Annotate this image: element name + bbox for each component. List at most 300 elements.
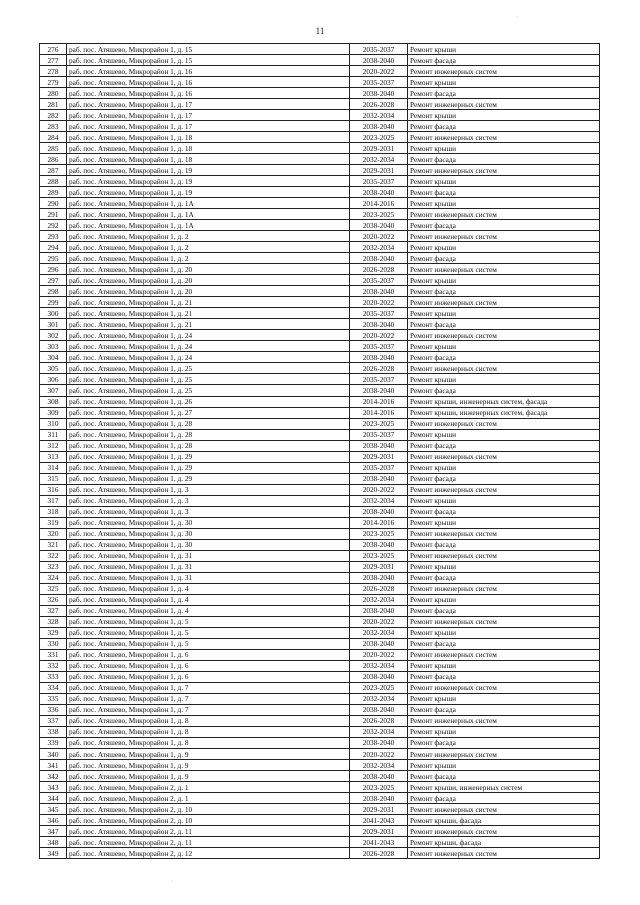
period-cell: 2020-2022 <box>350 66 408 77</box>
period-cell: 2023-2025 <box>350 682 408 693</box>
address-cell: раб. пос. Атяшево, Микрорайон 1, д. 26 <box>67 396 350 407</box>
scan-speck-bottom: · <box>171 879 173 885</box>
address-cell: раб. пос. Атяшево, Микрорайон 1, д. 21 <box>67 308 350 319</box>
address-cell: раб. пос. Атяшево, Микрорайон 1, д. 5 <box>67 627 350 638</box>
row-number: 290 <box>40 198 67 209</box>
address-cell: раб. пос. Атяшево, Микрорайон 1, д. 15 <box>67 44 350 55</box>
row-number: 277 <box>40 55 67 66</box>
address-cell: раб. пос. Атяшево, Микрорайон 1, д. 31 <box>67 561 350 572</box>
work-type-cell: Ремонт крыши, фасада <box>408 815 600 826</box>
work-type-cell: Ремонт инженерных систем <box>408 165 600 176</box>
address-cell: раб. пос. Атяшево, Микрорайон 2, д. 10 <box>67 815 350 826</box>
table-row <box>40 682 600 693</box>
table-row <box>40 275 600 286</box>
period-cell: 2023-2025 <box>350 528 408 539</box>
table-row <box>40 407 600 418</box>
table-row <box>40 760 600 771</box>
row-number: 341 <box>40 760 67 771</box>
address-cell: раб. пос. Атяшево, Микрорайон 1, д. 16 <box>67 77 350 88</box>
period-cell: 2035-2037 <box>350 429 408 440</box>
address-cell: раб. пос. Атяшево, Микрорайон 1, д. 18 <box>67 154 350 165</box>
period-cell: 2029-2031 <box>350 826 408 837</box>
period-cell: 2038-2040 <box>350 506 408 517</box>
scan-speck: · <box>516 14 518 20</box>
period-cell: 2035-2037 <box>350 176 408 187</box>
table-row <box>40 771 600 782</box>
address-cell: раб. пос. Атяшево, Микрорайон 1, д. 20 <box>67 286 350 297</box>
work-type-cell: Ремонт фасада <box>408 473 600 484</box>
work-type-cell: Ремонт крыши <box>408 429 600 440</box>
work-type-cell: Ремонт фасада <box>408 638 600 649</box>
table-row <box>40 561 600 572</box>
table-row <box>40 495 600 506</box>
work-type-cell: Ремонт инженерных систем <box>408 826 600 837</box>
table-row <box>40 110 600 121</box>
row-number: 318 <box>40 506 67 517</box>
period-cell: 2032-2034 <box>350 726 408 737</box>
work-type-cell: Ремонт инженерных систем <box>408 484 600 495</box>
period-cell: 2029-2031 <box>350 165 408 176</box>
row-number: 296 <box>40 264 67 275</box>
row-number: 342 <box>40 771 67 782</box>
work-type-cell: Ремонт фасада <box>408 605 600 616</box>
table-row <box>40 539 600 550</box>
address-cell: раб. пос. Атяшево, Микрорайон 1, д. 2 <box>67 253 350 264</box>
row-number: 298 <box>40 286 67 297</box>
table-row <box>40 671 600 682</box>
work-type-cell: Ремонт инженерных систем <box>408 616 600 627</box>
row-number: 276 <box>40 44 67 55</box>
address-cell: раб. пос. Атяшево, Микрорайон 1, д. 6 <box>67 649 350 660</box>
table-row <box>40 308 600 319</box>
address-cell: раб. пос. Атяшево, Микрорайон 1, д. 16 <box>67 66 350 77</box>
row-number: 349 <box>40 848 67 859</box>
period-cell: 2038-2040 <box>350 671 408 682</box>
table-row <box>40 286 600 297</box>
table-row <box>40 231 600 242</box>
row-number: 315 <box>40 473 67 484</box>
work-type-cell: Ремонт фасада <box>408 506 600 517</box>
period-cell: 2023-2025 <box>350 782 408 793</box>
row-number: 346 <box>40 815 67 826</box>
row-number: 327 <box>40 605 67 616</box>
row-number: 339 <box>40 737 67 748</box>
work-type-cell: Ремонт инженерных систем <box>408 132 600 143</box>
row-number: 302 <box>40 330 67 341</box>
table-row <box>40 660 600 671</box>
work-type-cell: Ремонт фасада <box>408 440 600 451</box>
period-cell: 2038-2040 <box>350 55 408 66</box>
row-number: 293 <box>40 231 67 242</box>
row-number: 337 <box>40 715 67 726</box>
work-type-cell: Ремонт крыши <box>408 143 600 154</box>
address-cell: раб. пос. Атяшево, Микрорайон 1, д. 19 <box>67 187 350 198</box>
address-cell: раб. пос. Атяшево, Микрорайон 1, д. 28 <box>67 418 350 429</box>
period-cell: 2035-2037 <box>350 341 408 352</box>
row-number: 308 <box>40 396 67 407</box>
work-type-cell: Ремонт инженерных систем <box>408 418 600 429</box>
work-type-cell: Ремонт инженерных систем <box>408 583 600 594</box>
table-row <box>40 440 600 451</box>
address-cell: раб. пос. Атяшево, Микрорайон 1, д. 24 <box>67 341 350 352</box>
address-cell: раб. пос. Атяшево, Микрорайон 1, д. 24 <box>67 330 350 341</box>
table-row <box>40 451 600 462</box>
table-row <box>40 726 600 737</box>
work-type-cell: Ремонт инженерных систем <box>408 209 600 220</box>
period-cell: 2038-2040 <box>350 572 408 583</box>
work-type-cell: Ремонт инженерных систем <box>408 848 600 859</box>
period-cell: 2038-2040 <box>350 539 408 550</box>
address-cell: раб. пос. Атяшево, Микрорайон 2, д. 10 <box>67 804 350 815</box>
row-number: 301 <box>40 319 67 330</box>
work-type-cell: Ремонт фасада <box>408 121 600 132</box>
table-row <box>40 374 600 385</box>
row-number: 307 <box>40 385 67 396</box>
table-row <box>40 506 600 517</box>
work-type-cell: Ремонт фасада <box>408 771 600 782</box>
table-row <box>40 572 600 583</box>
work-type-cell: Ремонт инженерных систем <box>408 363 600 374</box>
table-row <box>40 638 600 649</box>
table-row <box>40 143 600 154</box>
period-cell: 2014-2016 <box>350 198 408 209</box>
period-cell: 2035-2037 <box>350 308 408 319</box>
period-cell: 2020-2022 <box>350 330 408 341</box>
period-cell: 2038-2040 <box>350 220 408 231</box>
address-cell: раб. пос. Атяшево, Микрорайон 1, д. 28 <box>67 429 350 440</box>
table-row <box>40 793 600 804</box>
row-number: 285 <box>40 143 67 154</box>
row-number: 345 <box>40 804 67 815</box>
work-type-cell: Ремонт фасада <box>408 793 600 804</box>
address-cell: раб. пос. Атяшево, Микрорайон 1, д. 7 <box>67 704 350 715</box>
work-type-cell: Ремонт фасада <box>408 385 600 396</box>
work-type-cell: Ремонт фасада <box>408 154 600 165</box>
period-cell: 2038-2040 <box>350 793 408 804</box>
address-cell: раб. пос. Атяшево, Микрорайон 1, д. 9 <box>67 749 350 760</box>
table-row <box>40 77 600 88</box>
address-cell: раб. пос. Атяшево, Микрорайон 1, д. 5 <box>67 616 350 627</box>
work-type-cell: Ремонт крыши, инженерных систем <box>408 782 600 793</box>
table-row <box>40 385 600 396</box>
table-row <box>40 627 600 638</box>
address-cell: раб. пос. Атяшево, Микрорайон 1, д. 31 <box>67 550 350 561</box>
period-cell: 2032-2034 <box>350 693 408 704</box>
table-row <box>40 649 600 660</box>
address-cell: раб. пос. Атяшево, Микрорайон 1, д. 25 <box>67 374 350 385</box>
table-row <box>40 55 600 66</box>
table-row <box>40 209 600 220</box>
address-cell: раб. пос. Атяшево, Микрорайон 1, д. 20 <box>67 264 350 275</box>
row-number: 330 <box>40 638 67 649</box>
table-row <box>40 418 600 429</box>
table-row <box>40 616 600 627</box>
work-type-cell: Ремонт крыши <box>408 462 600 473</box>
work-type-cell: Ремонт фасада <box>408 286 600 297</box>
row-number: 299 <box>40 297 67 308</box>
period-cell: 2023-2025 <box>350 550 408 561</box>
work-type-cell: Ремонт фасада <box>408 220 600 231</box>
address-cell: раб. пос. Атяшево, Микрорайон 1, д. 18 <box>67 143 350 154</box>
period-cell: 2038-2040 <box>350 771 408 782</box>
period-cell: 2032-2034 <box>350 594 408 605</box>
table-row <box>40 176 600 187</box>
work-type-cell: Ремонт крыши <box>408 561 600 572</box>
address-cell: раб. пос. Атяшево, Микрорайон 1, д. 7 <box>67 682 350 693</box>
period-cell: 2038-2040 <box>350 605 408 616</box>
row-number: 335 <box>40 693 67 704</box>
row-number: 278 <box>40 66 67 77</box>
address-cell: раб. пос. Атяшево, Микрорайон 1, д. 1А <box>67 220 350 231</box>
work-type-cell: Ремонт инженерных систем <box>408 66 600 77</box>
period-cell: 2032-2034 <box>350 495 408 506</box>
row-number: 325 <box>40 583 67 594</box>
table-row <box>40 517 600 528</box>
period-cell: 2038-2040 <box>350 319 408 330</box>
table-row <box>40 605 600 616</box>
period-cell: 2038-2040 <box>350 187 408 198</box>
row-number: 329 <box>40 627 67 638</box>
address-cell: раб. пос. Атяшево, Микрорайон 1, д. 15 <box>67 55 350 66</box>
table-row <box>40 352 600 363</box>
row-number: 324 <box>40 572 67 583</box>
address-cell: раб. пос. Атяшево, Микрорайон 1, д. 4 <box>67 583 350 594</box>
address-cell: раб. пос. Атяшево, Микрорайон 1, д. 27 <box>67 407 350 418</box>
address-cell: раб. пос. Атяшево, Микрорайон 1, д. 30 <box>67 539 350 550</box>
table-row <box>40 715 600 726</box>
table-row <box>40 848 600 859</box>
row-number: 344 <box>40 793 67 804</box>
table-row <box>40 242 600 253</box>
period-cell: 2020-2022 <box>350 616 408 627</box>
address-cell: раб. пос. Атяшево, Микрорайон 1, д. 17 <box>67 99 350 110</box>
address-cell: раб. пос. Атяшево, Микрорайон 1, д. 8 <box>67 737 350 748</box>
row-number: 284 <box>40 132 67 143</box>
address-cell: раб. пос. Атяшево, Микрорайон 1, д. 30 <box>67 528 350 539</box>
table-row <box>40 693 600 704</box>
period-cell: 2014-2016 <box>350 517 408 528</box>
period-cell: 2035-2037 <box>350 77 408 88</box>
row-number: 303 <box>40 341 67 352</box>
work-type-cell: Ремонт крыши <box>408 517 600 528</box>
work-type-cell: Ремонт инженерных систем <box>408 297 600 308</box>
work-type-cell: Ремонт крыши <box>408 495 600 506</box>
work-type-cell: Ремонт крыши <box>408 275 600 286</box>
table-row <box>40 550 600 561</box>
work-type-cell: Ремонт фасада <box>408 88 600 99</box>
row-number: 304 <box>40 352 67 363</box>
work-type-cell: Ремонт фасада <box>408 704 600 715</box>
table-row <box>40 264 600 275</box>
table-row <box>40 220 600 231</box>
row-number: 283 <box>40 121 67 132</box>
period-cell: 2038-2040 <box>350 385 408 396</box>
work-type-cell: Ремонт крыши, инженерных систем, фасада <box>408 407 600 418</box>
table-row <box>40 198 600 209</box>
table-row <box>40 804 600 815</box>
table-row <box>40 99 600 110</box>
address-cell: раб. пос. Атяшево, Микрорайон 1, д. 9 <box>67 771 350 782</box>
period-cell: 2038-2040 <box>350 704 408 715</box>
work-type-cell: Ремонт крыши <box>408 176 600 187</box>
row-number: 281 <box>40 99 67 110</box>
table-row <box>40 737 600 748</box>
address-cell: раб. пос. Атяшево, Микрорайон 1, д. 31 <box>67 572 350 583</box>
table-row <box>40 704 600 715</box>
row-number: 282 <box>40 110 67 121</box>
work-type-cell: Ремонт крыши <box>408 374 600 385</box>
address-cell: раб. пос. Атяшево, Микрорайон 2, д. 11 <box>67 837 350 848</box>
period-cell: 2038-2040 <box>350 737 408 748</box>
row-number: 292 <box>40 220 67 231</box>
work-type-cell: Ремонт крыши <box>408 594 600 605</box>
period-cell: 2026-2028 <box>350 264 408 275</box>
row-number: 331 <box>40 649 67 660</box>
period-cell: 2038-2040 <box>350 473 408 484</box>
table-row <box>40 66 600 77</box>
period-cell: 2035-2037 <box>350 44 408 55</box>
work-type-cell: Ремонт крыши <box>408 726 600 737</box>
address-cell: раб. пос. Атяшево, Микрорайон 1, д. 17 <box>67 121 350 132</box>
work-type-cell: Ремонт крыши <box>408 242 600 253</box>
row-number: 313 <box>40 451 67 462</box>
period-cell: 2020-2022 <box>350 484 408 495</box>
row-number: 343 <box>40 782 67 793</box>
period-cell: 2041-2043 <box>350 815 408 826</box>
address-cell: раб. пос. Атяшево, Микрорайон 1, д. 19 <box>67 165 350 176</box>
table-row <box>40 837 600 848</box>
row-number: 323 <box>40 561 67 572</box>
address-cell: раб. пос. Атяшево, Микрорайон 1, д. 5 <box>67 638 350 649</box>
row-number: 316 <box>40 484 67 495</box>
period-cell: 2026-2028 <box>350 715 408 726</box>
period-cell: 2035-2037 <box>350 374 408 385</box>
period-cell: 2035-2037 <box>350 275 408 286</box>
period-cell: 2038-2040 <box>350 638 408 649</box>
work-type-cell: Ремонт инженерных систем <box>408 550 600 561</box>
address-cell: раб. пос. Атяшево, Микрорайон 1, д. 25 <box>67 363 350 374</box>
table-row <box>40 815 600 826</box>
address-cell: раб. пос. Атяшево, Микрорайон 1, д. 30 <box>67 517 350 528</box>
table-row <box>40 782 600 793</box>
period-cell: 2026-2028 <box>350 99 408 110</box>
row-number: 340 <box>40 749 67 760</box>
work-type-cell: Ремонт инженерных систем <box>408 99 600 110</box>
row-number: 300 <box>40 308 67 319</box>
work-type-cell: Ремонт фасада <box>408 253 600 264</box>
address-cell: раб. пос. Атяшево, Микрорайон 1, д. 3 <box>67 506 350 517</box>
address-cell: раб. пос. Атяшево, Микрорайон 1, д. 29 <box>67 462 350 473</box>
table-row <box>40 396 600 407</box>
row-number: 280 <box>40 88 67 99</box>
period-cell: 2035-2037 <box>350 462 408 473</box>
row-number: 288 <box>40 176 67 187</box>
period-cell: 2014-2016 <box>350 396 408 407</box>
work-type-cell: Ремонт инженерных систем <box>408 715 600 726</box>
row-number: 295 <box>40 253 67 264</box>
work-type-cell: Ремонт крыши <box>408 308 600 319</box>
row-number: 312 <box>40 440 67 451</box>
address-cell: раб. пос. Атяшево, Микрорайон 1, д. 1А <box>67 198 350 209</box>
address-cell: раб. пос. Атяшево, Микрорайон 1, д. 25 <box>67 385 350 396</box>
row-number: 310 <box>40 418 67 429</box>
period-cell: 2038-2040 <box>350 88 408 99</box>
row-number: 322 <box>40 550 67 561</box>
row-number: 306 <box>40 374 67 385</box>
work-type-cell: Ремонт крыши <box>408 627 600 638</box>
address-cell: раб. пос. Атяшево, Микрорайон 1, д. 16 <box>67 88 350 99</box>
row-number: 326 <box>40 594 67 605</box>
row-number: 347 <box>40 826 67 837</box>
work-type-cell: Ремонт фасада <box>408 187 600 198</box>
period-cell: 2023-2025 <box>350 132 408 143</box>
address-cell: раб. пос. Атяшево, Микрорайон 2, д. 11 <box>67 826 350 837</box>
period-cell: 2023-2025 <box>350 418 408 429</box>
repair-schedule-table <box>39 43 600 859</box>
row-number: 332 <box>40 660 67 671</box>
table-row <box>40 165 600 176</box>
address-cell: раб. пос. Атяшево, Микрорайон 1, д. 8 <box>67 715 350 726</box>
work-type-cell: Ремонт крыши <box>408 760 600 771</box>
page-number: 11 <box>315 26 325 36</box>
row-number: 297 <box>40 275 67 286</box>
work-type-cell: Ремонт фасада <box>408 319 600 330</box>
table-row <box>40 297 600 308</box>
period-cell: 2029-2031 <box>350 561 408 572</box>
work-type-cell: Ремонт крыши <box>408 198 600 209</box>
table-row <box>40 363 600 374</box>
address-cell: раб. пос. Атяшево, Микрорайон 1, д. 9 <box>67 760 350 771</box>
address-cell: раб. пос. Атяшево, Микрорайон 1, д. 29 <box>67 473 350 484</box>
address-cell: раб. пос. Атяшево, Микрорайон 1, д. 1А <box>67 209 350 220</box>
row-number: 333 <box>40 671 67 682</box>
address-cell: раб. пос. Атяшево, Микрорайон 1, д. 18 <box>67 132 350 143</box>
address-cell: раб. пос. Атяшево, Микрорайон 1, д. 29 <box>67 451 350 462</box>
table-row <box>40 132 600 143</box>
work-type-cell: Ремонт инженерных систем <box>408 231 600 242</box>
row-number: 309 <box>40 407 67 418</box>
address-cell: раб. пос. Атяшево, Микрорайон 1, д. 7 <box>67 693 350 704</box>
table-row <box>40 341 600 352</box>
period-cell: 2029-2031 <box>350 804 408 815</box>
address-cell: раб. пос. Атяшево, Микрорайон 1, д. 19 <box>67 176 350 187</box>
row-number: 317 <box>40 495 67 506</box>
work-type-cell: Ремонт крыши <box>408 693 600 704</box>
table-row <box>40 121 600 132</box>
address-cell: раб. пос. Атяшево, Микрорайон 1, д. 2 <box>67 231 350 242</box>
table-row <box>40 583 600 594</box>
row-number: 279 <box>40 77 67 88</box>
row-number: 294 <box>40 242 67 253</box>
period-cell: 2032-2034 <box>350 110 408 121</box>
table-row <box>40 44 600 55</box>
work-type-cell: Ремонт крыши <box>408 341 600 352</box>
row-number: 336 <box>40 704 67 715</box>
period-cell: 2029-2031 <box>350 451 408 462</box>
address-cell: раб. пос. Атяшево, Микрорайон 1, д. 24 <box>67 352 350 363</box>
table-row <box>40 528 600 539</box>
address-cell: раб. пос. Атяшево, Микрорайон 1, д. 21 <box>67 297 350 308</box>
address-cell: раб. пос. Атяшево, Микрорайон 1, д. 8 <box>67 726 350 737</box>
period-cell: 2026-2028 <box>350 583 408 594</box>
row-number: 334 <box>40 682 67 693</box>
period-cell: 2032-2034 <box>350 627 408 638</box>
row-number: 305 <box>40 363 67 374</box>
work-type-cell: Ремонт инженерных систем <box>408 682 600 693</box>
period-cell: 2038-2040 <box>350 440 408 451</box>
work-type-cell: Ремонт фасада <box>408 539 600 550</box>
address-cell: раб. пос. Атяшево, Микрорайон 2, д. 1 <box>67 793 350 804</box>
